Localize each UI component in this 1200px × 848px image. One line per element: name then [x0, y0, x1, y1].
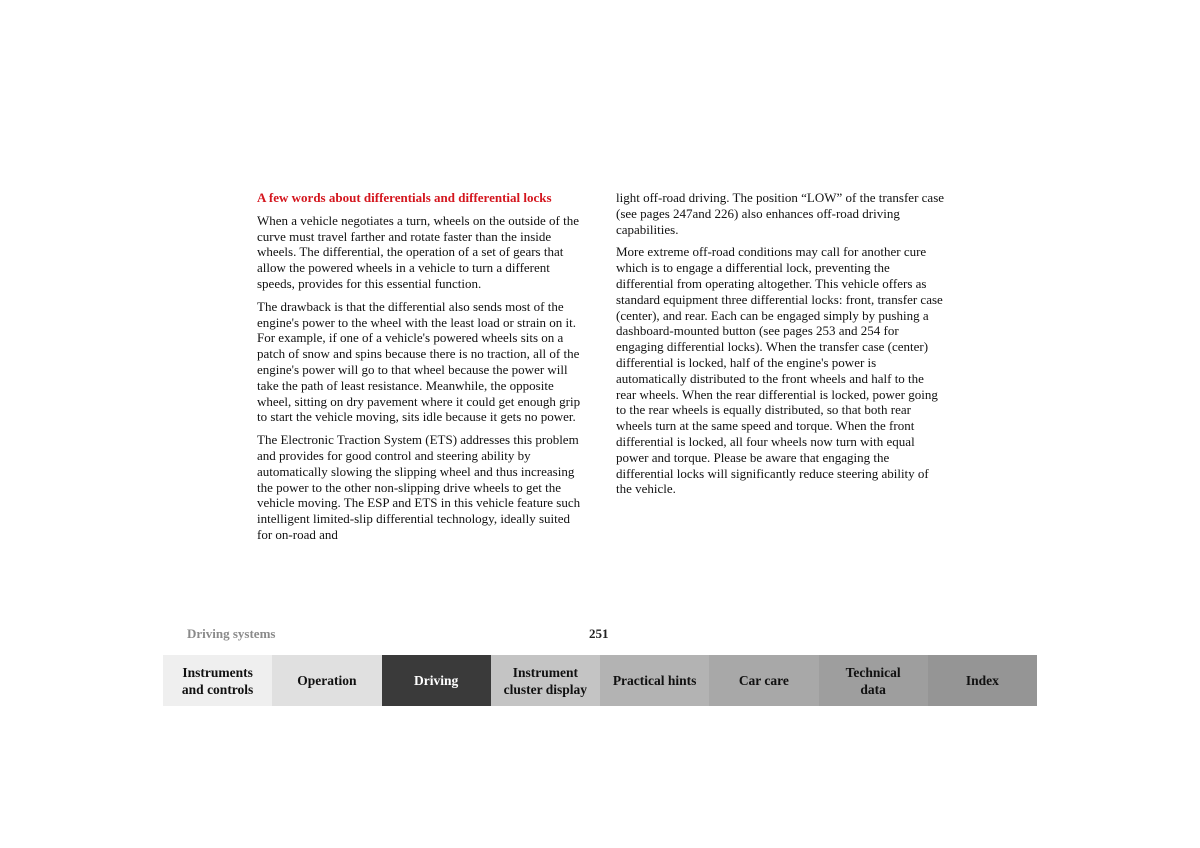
chapter-tabs — [163, 655, 1037, 706]
left-column — [257, 190, 583, 550]
tab-index[interactable]: Index — [928, 655, 1037, 706]
section-heading: A few words about differentials and differential locks — [257, 190, 552, 205]
tab-practical-hints[interactable]: Practical hints — [600, 655, 709, 706]
tab-instrument-cluster-display[interactable]: Instrument cluster display — [491, 655, 600, 706]
paragraph: The Electronic Traction System (ETS) addresses this problem and provides for good control and steering ability by automatically slowing the slipping wheel and thus increasing the power to the other non-slipping drive wheels to get the vehicle moving. The ESP and ETS in this vehicle feature such intelligent limited-slip differential technology, ideally suited for on-road and — [257, 432, 581, 542]
right-column — [616, 190, 946, 504]
paragraph: The drawback is that the differential also sends most of the engine's power to the wheel with the least load or strain on it. For example, if one of a vehicle's powered wheels sits on a patch of snow and spins because there is no traction, all of the engine's power will go to that wheel because the power will take the path of least resistance. Meanwhile, the opposite wheel, sitting on dry pavement where it could get enough grip to start the vehicle moving, sits idle because it gets no power. — [257, 298, 581, 425]
tab-instruments-and-controls[interactable]: Instruments and controls — [163, 655, 272, 706]
paragraph: light off-road driving. The position “LOW” of the transfer case (see pages 247and 226) also enhances off-road driving capabilities. — [616, 190, 945, 237]
page-number: 251 — [589, 626, 609, 641]
paragraph: When a vehicle negotiates a turn, wheels on the outside of the curve must travel farther and rotate faster than the inside wheels. The differential, the operation of a set of gears that allow the powered wheels in a vehicle to turn a different speeds, provides for this essential function. — [257, 212, 580, 291]
footer-section-name: Driving systems — [187, 626, 276, 641]
paragraph: More extreme off-road conditions may call for another cure which is to engage a differential lock, preventing the differential from operating altogether. This vehicle offers as standard equipment three differential locks: front, transfer case (center), and rear. Each can be engaged simply by pushing a dashboard-mounted button (see pages 253 and 254 for engaging differential locks). When the transfer case (center) differential is locked, half of the engine's power is automatically distributed to the front wheels and half to the rear wheels. When the rear differential is locked, power going to the rear wheels is equally distributed, so that both rear wheels turn at the same speed and torque. When the front differential is locked, all four wheels now turn with equal power and torque. Please be aware that engaging the differential locks will significantly reduce steering ability of the vehicle. — [616, 244, 943, 497]
tab-technical-data[interactable]: Technical data — [819, 655, 928, 706]
tab-driving[interactable]: Driving — [382, 655, 491, 706]
tab-operation[interactable]: Operation — [272, 655, 381, 706]
tab-car-care[interactable]: Car care — [709, 655, 818, 706]
